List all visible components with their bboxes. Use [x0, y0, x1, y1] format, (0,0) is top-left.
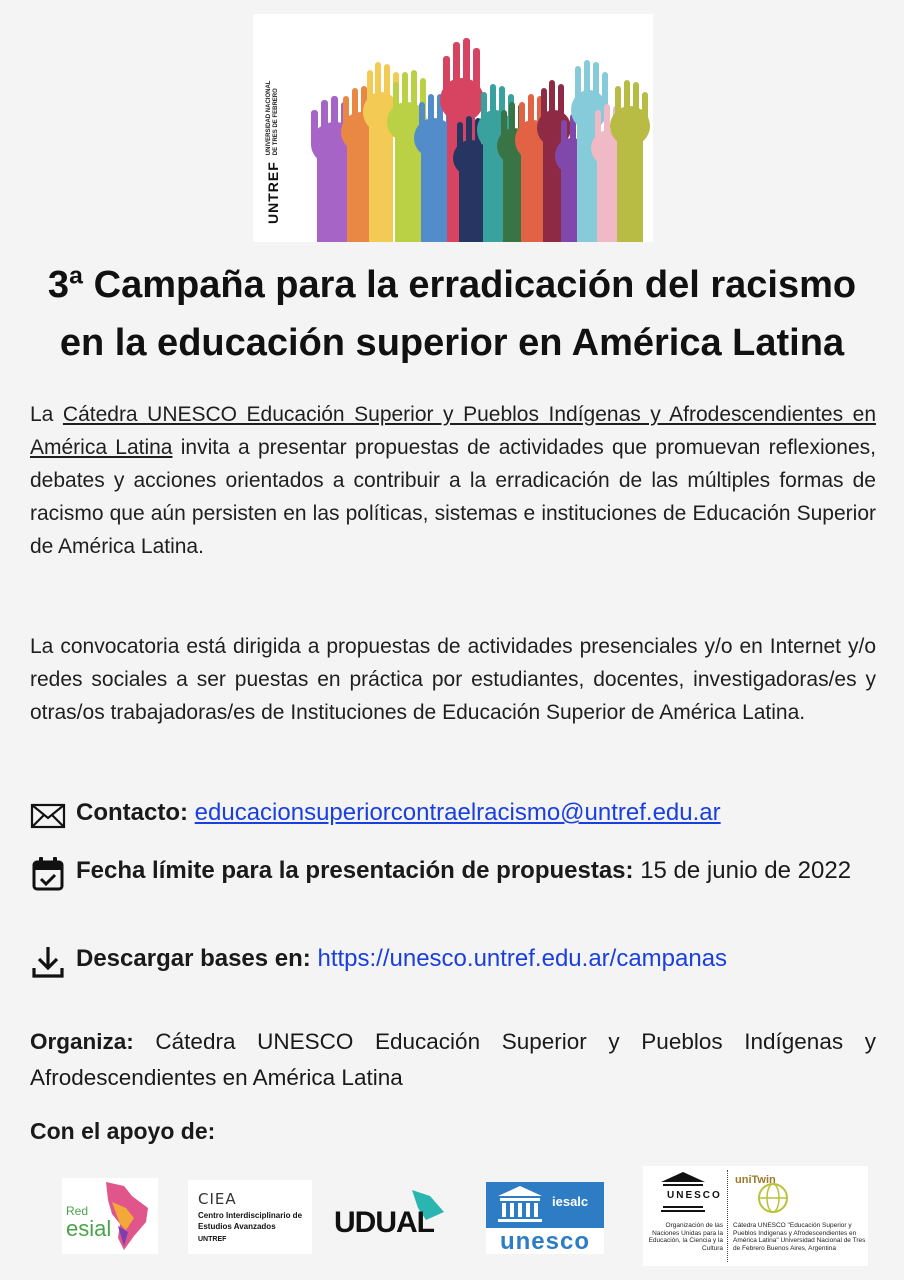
download-label: Descargar bases en: — [76, 945, 311, 972]
intro-prefix: La — [30, 403, 63, 426]
intro-paragraph — [30, 398, 876, 563]
ciea-subtitle: Centro Interdisciplinario de Estudios Avanzados — [198, 1211, 303, 1231]
contact-email-link[interactable]: educacionsuperiorcontraelracismo@untref.edu.ar — [194, 799, 721, 826]
contact-text — [76, 798, 721, 828]
contact-row — [30, 798, 876, 834]
call-paragraph: La convocatoria está dirigida a propuestas de actividades presenciales y/o en Internet y/o redes sociales a ser puestas en práctica por estudiantes, docentes, investigadoras/es y otras/os trabajadoras/es de Instituciones de Educación Superior de América Latina. — [30, 635, 876, 724]
untref-sub-line: DE TRES DE FEBRERO — [273, 88, 279, 156]
red-esial-text: esial — [66, 1216, 112, 1241]
iesalc-text: iesalc — [552, 1194, 589, 1209]
header-banner — [253, 14, 653, 242]
unesco-org-text: Organización de las Naciones Unidas para la Educación, la Ciencia y la Cultura — [648, 1222, 723, 1252]
deadline-text — [76, 856, 851, 886]
red-esial-logo — [62, 1178, 158, 1254]
intro-text: invita a presentar propuestas de actividades que promuevan reflexiones, debates y acciones orientados a contribuir a la erradicación de las múltiples formas de racismo que aún persisten en las políticas, sistemas e instituciones de Educación Superior de América Latina. — [30, 436, 876, 558]
unitwin-name: uniTwin — [735, 1174, 776, 1186]
download-icon — [30, 944, 66, 980]
contact-label: Contacto: — [76, 799, 188, 826]
title-line: 3ª Campaña para la erradicación del racismo — [47, 264, 857, 306]
red-esial-text: Red — [66, 1204, 89, 1218]
download-link[interactable]: https://unesco.untref.edu.ar/campanas — [317, 945, 728, 972]
download-text — [76, 944, 727, 974]
unitwin-logo — [643, 1166, 868, 1266]
organizer-label: Organiza: — [30, 1029, 134, 1054]
iesalc-banner — [486, 1182, 604, 1228]
untref-logo — [253, 14, 307, 242]
organizer-block — [30, 1024, 876, 1096]
deadline-row — [30, 856, 876, 892]
deadline-label: Fecha límite para la presentación de propuestas: — [76, 857, 634, 884]
envelope-icon — [30, 798, 66, 834]
ciea-title: CIEA — [198, 1190, 237, 1208]
support-heading: Con el apoyo de: — [30, 1118, 216, 1144]
untref-subtitle — [266, 81, 280, 156]
untref-sub-line: UNIVERSIDAD NACIONAL — [266, 80, 272, 156]
organizer-text: Cátedra UNESCO Educación Superior y Pueblos Indígenas y Afrodescendientes en América Latina — [30, 1029, 876, 1090]
calendar-check-icon — [30, 856, 66, 892]
unesco-text: unesco — [499, 1228, 591, 1255]
deadline-date: 15 de junio de 2022 — [640, 857, 852, 884]
title-line: en la educación superior en América Latina — [59, 322, 845, 364]
untref-name: UNTREF — [265, 161, 281, 224]
udual-logo — [334, 1186, 446, 1246]
ciea-untref: UNTREF — [198, 1236, 227, 1243]
download-row — [30, 944, 876, 980]
ciea-logo — [188, 1180, 312, 1254]
catedra-text: Cátedra UNESCO "Educación Superior y Pueblos Indígenas y Afrodescendientes en América Latina" Universidad Nacional de Tres de Febrero Buenos Aires, Argentina — [733, 1222, 866, 1252]
page-title — [0, 256, 904, 372]
unesco-iesalc-logo — [486, 1182, 604, 1254]
unesco-wordmark: UNESCO — [667, 1190, 722, 1201]
udual-text: UDUAL — [334, 1206, 434, 1239]
unesco-temple-icon — [490, 1182, 550, 1228]
raised-hands-image — [307, 14, 653, 242]
catedra-link[interactable]: Cátedra UNESCO Educación Superior y Pueblos Indígenas y Afrodescendientes en América Latina — [30, 403, 876, 459]
divider — [727, 1170, 728, 1262]
